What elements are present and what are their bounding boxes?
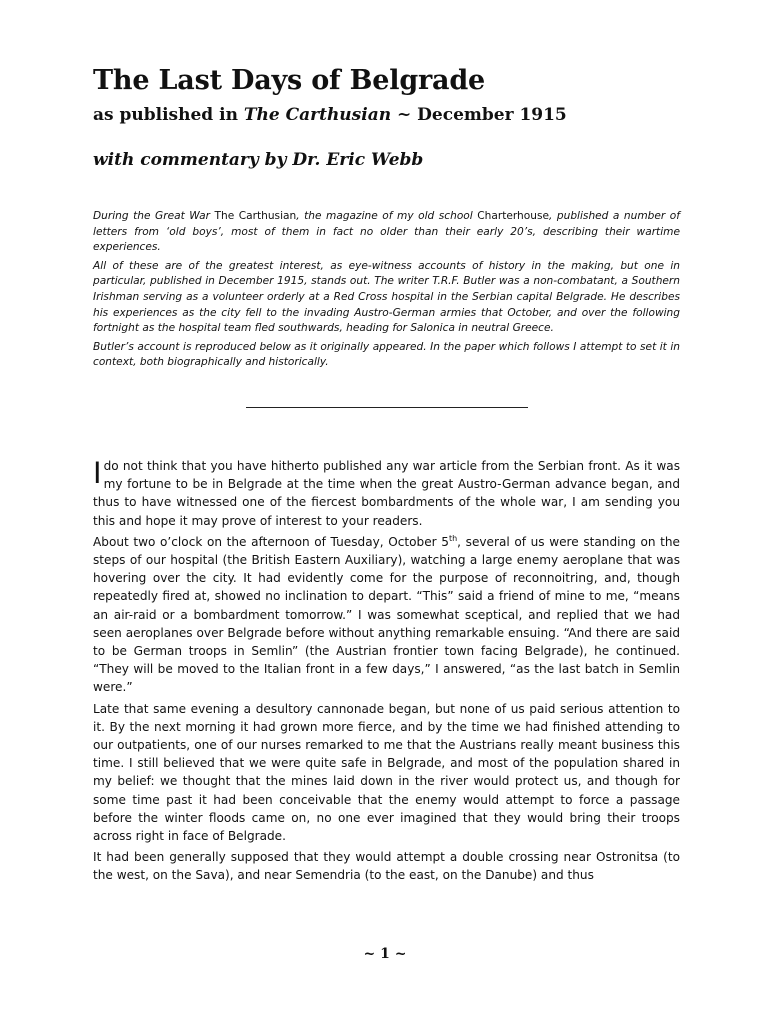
ordinal-suffix: th [448,533,458,543]
letter-text: do not think that you have hitherto published any war article from the Serbian front. As it was my fortune to be in Belgrade at the time when the great Austro-German advance began, and thus to have witnessed one of the fiercest bombardments of the whole war, I am sending you this and hope it may prove of interest to your readers. [93,458,680,528]
section-divider [246,407,528,408]
intro-publication: The Carthusian [214,210,297,222]
letter-paragraph [93,533,680,697]
letter-body [93,457,680,885]
intro-text: , published a number of letters from ‘old boys’, most of them in fact no older than their early 20’s, describing their wartime experiences. [93,210,680,254]
letter-paragraph [93,457,680,530]
intro-paragraph: All of these are of the greatest interest, as eye-witness accounts of history in the making, but one in particular, published in December 1915, stands out. The writer T.R.F. Butler was a non-combatant, a Southern Irishman serving as a volunteer orderly at a Red Cross hospital in the Serbian capital Belgrade. He describes his experiences as the city fell to the invading Austro-German armies that October, and over the following fortnight as the hospital team fled southwards, heading for Salonica in neutral Greece. [93,259,680,335]
drop-cap: I [93,455,102,490]
letter-text: About two o’clock on the afternoon of Tuesday, October 5 [93,534,449,549]
introduction [93,209,680,371]
document-title: The Last Days of Belgrade [93,65,485,96]
subtitle-suffix: ~ December 1915 [391,105,567,125]
subtitle-prefix: as published in [93,105,244,125]
document-page [93,62,680,888]
intro-paragraph: Butler’s account is reproduced below as it originally appeared. In the paper which follows I attempt to set it in context, both biographically and historically. [93,340,680,369]
document-subtitle [93,104,680,126]
intro-text: , the magazine of my old school [296,210,478,222]
intro-text: During the Great War [93,210,215,222]
publication-name: The Carthusian [243,105,392,125]
intro-school: Charterhouse [477,210,549,222]
page-number: ~ 1 ~ [363,946,407,962]
letter-paragraph: It had been generally supposed that they would attempt a double crossing near Ostronitsa (to the west, on the Sava), and near Semendria (to the east, on the Danube) and thus [93,850,680,883]
letter-paragraph: Late that same evening a desultory cannonade began, but none of us paid serious attention to it. By the next morning it had grown more fierce, and by the time we had finished attending to our outpatients, one of our nurses remarked to me that the Austrians really meant business this time. I still believed that we were quite safe in Belgrade, and most of the population shared in my belief: we thought that the mines laid down in the river would protect us, and though for some time past it had been conceivable that the enemy would attempt to force a passage before the winter floods came on, no one ever imagined that they would bring their troops across right in face of Belgrade. [93,701,680,843]
commentary-byline: with commentary by Dr. Eric Webb [93,150,424,170]
intro-paragraph [93,209,680,256]
letter-text: , several of us were standing on the steps of our hospital (the British Eastern Auxiliary), watching a large enemy aeroplane that was hovering over the city. It had evidently come for the purpose of reconnoitring, and, though repeatedly fired at, showed no inclination to depart. “This” said a friend of mine to me, “means an air-raid or a bombardment tomorrow.” I was somewhat sceptical, and replied that we had seen aeroplanes over Belgrade before without anything remarkable ensuing. “And there are said to be German troops in Semlin” (the Austrian frontier town facing Belgrade), he continued. “They will be moved to the Italian front in a few days,” I answered, “as the last batch in Semlin were.” [93,534,680,695]
